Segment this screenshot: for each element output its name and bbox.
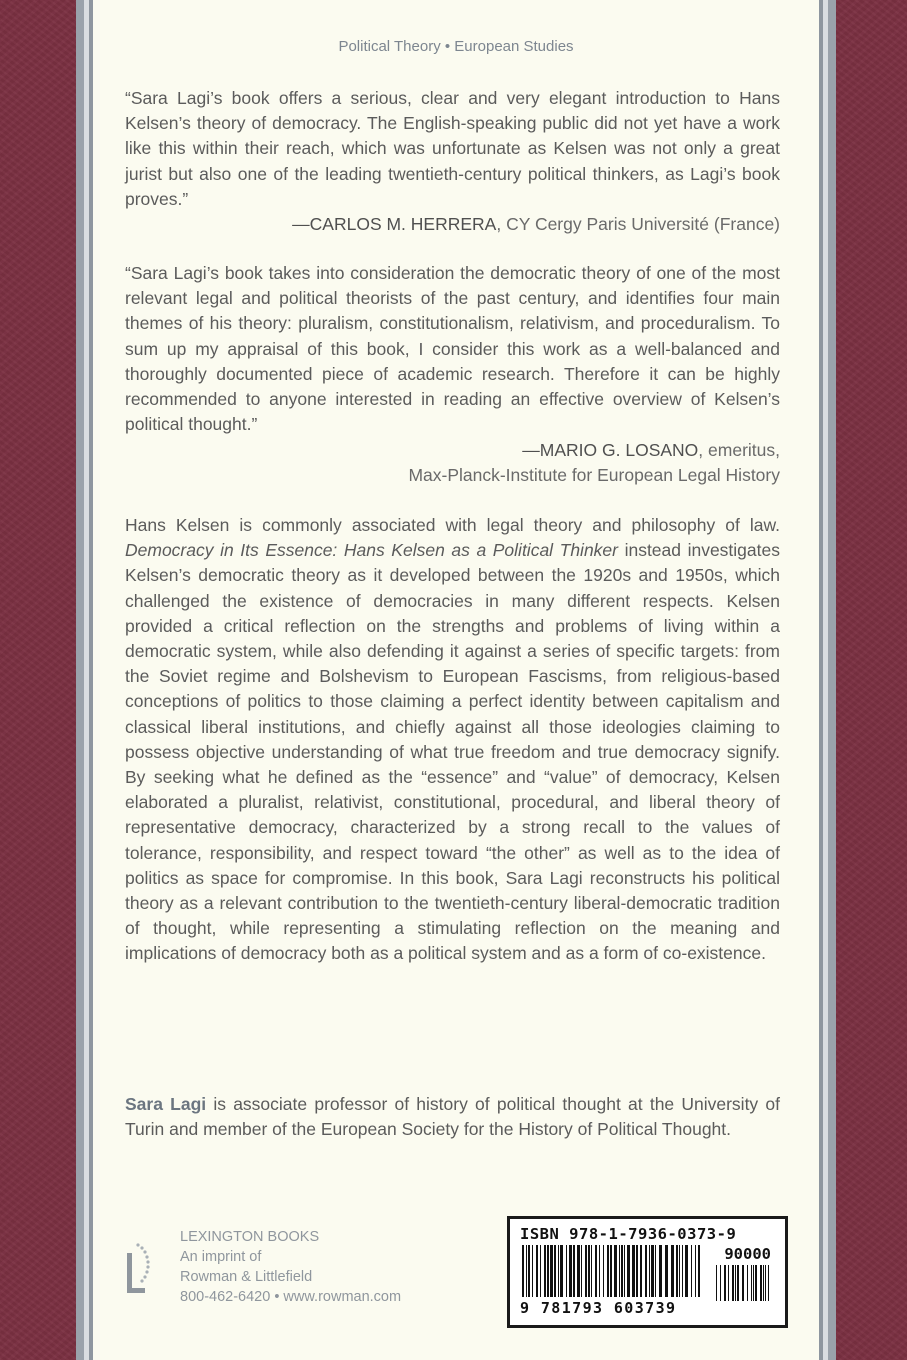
blurb-affiliation-2-line2: Max-Planck-Institute for European Legal History	[408, 465, 780, 486]
barcode-bar	[659, 1245, 662, 1297]
addon-bar	[732, 1265, 734, 1301]
barcode-bar	[550, 1245, 553, 1297]
barcode-bar	[695, 1245, 696, 1297]
barcode-bar	[671, 1245, 674, 1297]
barcode-bar	[540, 1245, 541, 1297]
addon-bar	[728, 1265, 729, 1301]
barcode-bar	[640, 1245, 642, 1297]
barcode-bar	[569, 1245, 572, 1297]
addon-bar	[760, 1265, 762, 1301]
barcode-bar	[573, 1245, 575, 1297]
addon-bar	[724, 1265, 726, 1301]
addon-bar	[755, 1265, 757, 1301]
barcode-bar	[655, 1245, 656, 1297]
barcode-bar	[585, 1245, 587, 1297]
barcode-bar	[698, 1245, 700, 1297]
series-label: Political Theory • European Studies	[338, 38, 574, 55]
addon-bar	[720, 1265, 721, 1301]
barcode-bar	[645, 1245, 647, 1297]
lexington-logo-icon	[125, 1239, 155, 1299]
barcode-bar	[621, 1245, 623, 1297]
barcode-bar	[558, 1245, 559, 1297]
description-intro: Hans Kelsen is commonly associated with legal theory and philosophy of law.	[125, 515, 780, 535]
barcode-bar	[691, 1245, 692, 1297]
barcode-bar	[632, 1245, 635, 1297]
author-name: Sara Lagi	[125, 1094, 207, 1114]
barcode-bar	[554, 1245, 556, 1297]
blurb-attribution-1	[292, 212, 780, 237]
publisher-name: LEXINGTON BOOKS	[180, 1229, 320, 1245]
addon-bar	[737, 1265, 739, 1301]
barcode-bars	[520, 1245, 775, 1301]
publisher-contact: 800-462-6420 • www.rowman.com	[180, 1289, 402, 1305]
barcode-bar	[588, 1245, 590, 1297]
price-code: 90000	[724, 1245, 771, 1263]
author-bio	[125, 1092, 780, 1142]
barcode-bar	[676, 1245, 678, 1297]
blurb-attribution-2	[408, 438, 780, 488]
addon-bar	[763, 1265, 764, 1301]
barcode-bar	[599, 1245, 600, 1297]
addon-bar	[716, 1265, 717, 1301]
barcode-bar	[522, 1245, 524, 1297]
publisher-text	[180, 1227, 401, 1307]
publisher-parent: Rowman & Littlefield	[180, 1269, 313, 1285]
barcode-bar	[581, 1245, 582, 1297]
barcode-bar	[526, 1245, 527, 1297]
blurb-affiliation-2: , emeritus,	[698, 440, 780, 460]
barcode-bar	[651, 1245, 654, 1297]
barcode-bar	[636, 1245, 638, 1297]
barcode-bar	[577, 1245, 580, 1297]
addon-bar	[753, 1265, 754, 1301]
barcode-bar	[536, 1245, 538, 1297]
description-body: instead investigates Kelsen’s democratic theory as it developed between the 1920s and 1950s, which challenged the existence of democracies in many different respects. Kelsen provided a critical reflection on the strengths and problems of living within a democratic system, while also defending it against a series of specific targets: from the Soviet regime and Bolshevism to European Fascisms, from religious-based conceptions of politics to those claiming a perfect identity between capitalism and classical liberal institutions, and chiefly against all those ideologies claiming to possess objective understanding of what true freedom and true democracy signify. By seeking what he defined as the “essence” and “value” of democracy, Kelsen elaborated a pluralist, relativist, constitutional, procedural, and liberal theory of representative democracy, characterized by a strong recall to the values of tolerance, responsibility, and respect toward “the other” as well as to the idea of politics as space for compromise. In this book, Sara Lagi reconstructs his political theory as a relevant contribution to the twentieth-century liberal-democratic tradition of thought, while representing a stimulating reflection on the meaning and implications of democracy both as a political system and as a form of co-existence.	[125, 540, 780, 964]
addon-bar	[751, 1265, 752, 1301]
addon-bar	[768, 1265, 769, 1301]
barcode-bar	[610, 1245, 612, 1297]
barcode-bar	[607, 1245, 609, 1297]
publisher-block	[125, 1227, 455, 1317]
addon-bar	[735, 1265, 736, 1301]
barcode-bar	[614, 1245, 617, 1297]
addon-bar	[765, 1265, 766, 1301]
book-description	[125, 513, 780, 967]
back-cover-panel	[93, 0, 819, 1360]
addon-bar	[742, 1265, 744, 1301]
barcode-bar	[547, 1245, 549, 1297]
blurb-author-1: —CARLOS M. HERRERA	[292, 214, 497, 234]
barcode-bar	[591, 1245, 592, 1297]
blurb-quote-2: “Sara Lagi’s book takes into consideration the democratic theory of one of the most relevant legal and political theorists of the past century, and identifies four main themes of his theory: pluralism, constitutionalism, relativism, and proceduralism. To sum up my appraisal of this book, I consider this work as a well-balanced and thoroughly documented piece of academic research. Therefore it can be highly recommended to anyone interested in reading an effective overview of Kelsen’s political thought.”	[125, 263, 780, 435]
barcode-bar	[528, 1245, 530, 1297]
isbn-barcode	[507, 1216, 788, 1328]
isbn-text: ISBN 978-1-7936-0373-9	[520, 1225, 737, 1243]
barcode-bar	[532, 1245, 533, 1297]
book-title-italic: Democracy in Its Essence: Hans Kelsen as a Political Thinker	[125, 540, 618, 561]
barcode-bar	[685, 1245, 688, 1297]
ean-digits: 9 781793 603739	[520, 1299, 677, 1317]
barcode-bar	[679, 1245, 680, 1297]
author-bio-text: is associate professor of history of political thought at the University of Turin and member of the European Society for the History of Political Thought.	[125, 1094, 780, 1140]
barcode-bar	[649, 1245, 650, 1297]
barcode-bar	[624, 1245, 625, 1297]
barcode-bar	[665, 1245, 668, 1297]
barcode-bar	[627, 1245, 630, 1297]
barcode-bar	[603, 1245, 604, 1297]
barcode-bar	[544, 1245, 546, 1297]
blurb-author-2: —MARIO G. LOSANO	[522, 440, 699, 460]
blurb-affiliation-1: , CY Cergy Paris Université (France)	[496, 214, 780, 234]
publisher-imprint: An imprint of	[180, 1249, 262, 1265]
barcode-bar	[595, 1245, 597, 1297]
addon-bar	[747, 1265, 748, 1301]
barcode-bar	[682, 1245, 683, 1297]
barcode-bar	[566, 1245, 567, 1297]
blurb-quote-1: “Sara Lagi’s book offers a serious, clear and very elegant introduction to Hans Kelsen’s theory of democracy. The English-speaking public did not yet have a work like this within their reach, which was unfortunate as Kelsen was not only a great jurist but also one of the leading twentieth-century political thinkers, as Lagi’s book proves.”	[125, 88, 780, 209]
barcode-bar	[560, 1245, 563, 1297]
barcode-bar	[619, 1245, 620, 1297]
